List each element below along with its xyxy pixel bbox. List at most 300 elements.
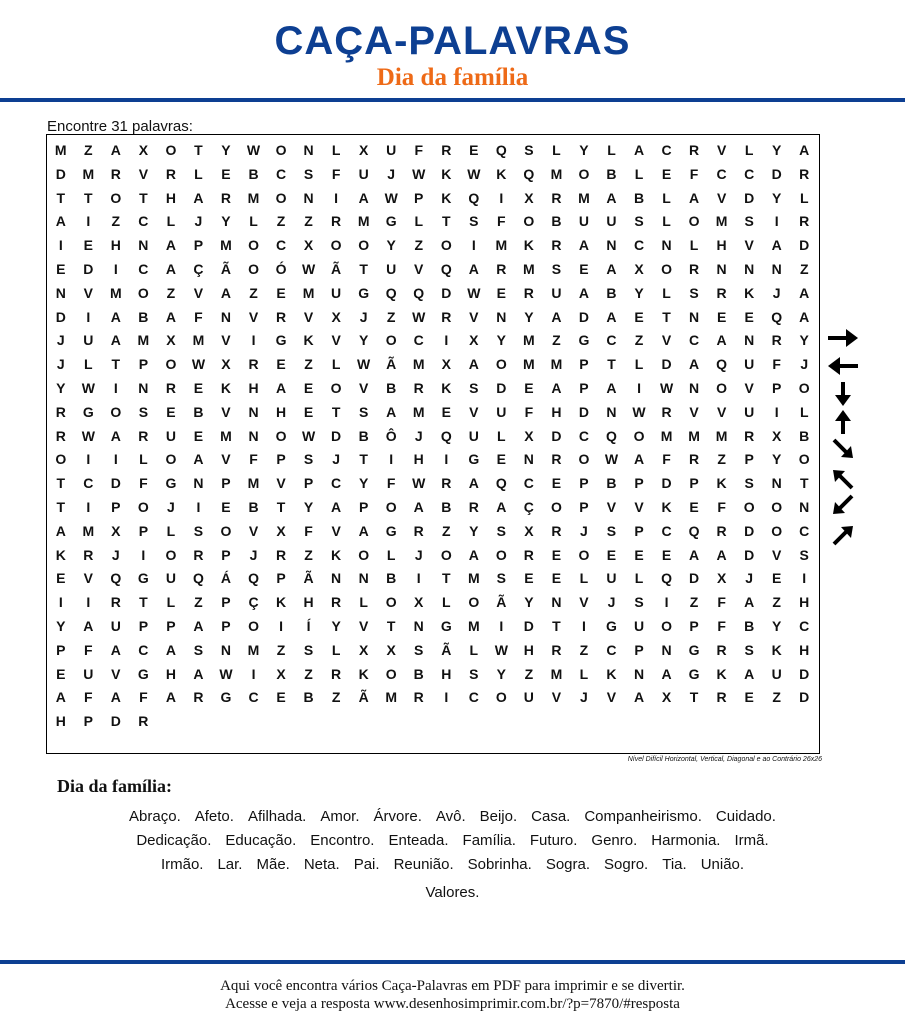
grid-letter: X xyxy=(386,641,396,658)
grid-letter: F xyxy=(497,213,506,230)
grid-letter: T xyxy=(386,617,396,634)
letter-grid xyxy=(47,139,818,734)
grid-letter: M xyxy=(412,403,425,420)
grid-letter: A xyxy=(193,189,204,206)
grid-letter: V xyxy=(551,689,562,706)
grid-letter: L xyxy=(331,356,341,373)
word-list-item: Neta. xyxy=(303,856,340,873)
grid-letter: V xyxy=(716,403,727,420)
grid-letter: N xyxy=(523,451,534,468)
grid-letter: Ô xyxy=(385,427,397,444)
grid-letter: M xyxy=(715,427,728,444)
grid-letter: U xyxy=(468,427,479,444)
grid-letter: C xyxy=(138,260,149,277)
grid-letter: M xyxy=(550,356,563,373)
grid-letter: J xyxy=(387,165,396,182)
grid-letter: T xyxy=(662,308,671,325)
grid-letter: X xyxy=(138,142,149,158)
grid-letter: R xyxy=(716,689,727,706)
grid-letter: S xyxy=(496,570,506,587)
grid-letter: R xyxy=(193,546,204,563)
grid-letter: T xyxy=(111,356,121,373)
grid-letter: J xyxy=(800,356,809,373)
grid-letter: A xyxy=(606,260,617,277)
grid-letter: O xyxy=(440,546,452,563)
grid-letter: G xyxy=(606,617,617,634)
grid-letter: O xyxy=(165,142,177,158)
grid-letter: S xyxy=(358,403,369,420)
grid-letter: T xyxy=(56,498,66,515)
grid-letter: Z xyxy=(441,522,451,539)
grid-letter: S xyxy=(303,165,314,182)
grid-letter: O xyxy=(110,403,122,420)
grid-letter: G xyxy=(165,475,177,492)
grid-letter: I xyxy=(86,308,91,325)
grid-letter: L xyxy=(139,451,148,468)
grid-letter: Ç xyxy=(248,594,259,611)
puzzle-grid-frame xyxy=(46,134,820,754)
grid-letter: C xyxy=(799,617,810,634)
grid-letter: I xyxy=(389,451,394,468)
grid-letter: P xyxy=(634,475,644,492)
difficulty-note: Nível Difícil Horizontal, Vertical, Diagonal e ao Contrário 26x26 xyxy=(627,756,822,763)
grid-letter: Z xyxy=(689,594,699,611)
grid-letter: B xyxy=(551,213,562,230)
page-title: CAÇA-PALAVRAS xyxy=(274,19,631,63)
grid-letter: C xyxy=(468,689,479,706)
grid-letter: E xyxy=(606,546,617,563)
grid-letter: P xyxy=(221,617,231,634)
word-list-line xyxy=(30,829,875,853)
grid-letter: D xyxy=(441,284,452,301)
word-list-item: Genro. xyxy=(591,832,638,849)
grid-letter: I xyxy=(113,451,118,468)
grid-letter: W xyxy=(632,403,646,420)
page-subtitle: Dia da família xyxy=(376,64,529,91)
grid-letter: S xyxy=(496,522,506,539)
grid-letter: I xyxy=(279,617,283,634)
grid-letter: Q xyxy=(110,570,122,587)
grid-letter: R xyxy=(771,332,782,349)
grid-letter: O xyxy=(248,617,259,634)
grid-letter: J xyxy=(414,427,423,444)
grid-letter: Q xyxy=(413,284,425,301)
grid-letter: K xyxy=(441,165,452,182)
grid-letter: Z xyxy=(249,284,258,301)
grid-letter: H xyxy=(799,641,810,658)
grid-letter: Q xyxy=(688,522,700,539)
grid-letter: A xyxy=(716,332,727,349)
grid-letter: O xyxy=(385,332,397,349)
grid-letter: X xyxy=(221,356,231,373)
grid-letter: C xyxy=(83,475,94,492)
grid-letter: A xyxy=(799,308,810,325)
grid-letter: O xyxy=(385,665,397,682)
word-list-item: Valores. xyxy=(425,884,480,901)
grid-letter: Q xyxy=(248,570,259,587)
grid-letter: G xyxy=(358,284,370,301)
grid-letter: H xyxy=(551,403,562,420)
grid-letter: A xyxy=(110,689,121,706)
grid-letter: E xyxy=(276,689,286,706)
grid-letter: R xyxy=(413,689,424,706)
grid-letter: I xyxy=(334,189,339,206)
grid-letter: M xyxy=(54,142,67,158)
grid-letter: R xyxy=(110,165,121,182)
grid-letter: J xyxy=(194,213,203,230)
grid-letter: T xyxy=(139,189,148,206)
grid-letter: Q xyxy=(440,427,452,444)
grid-letter: M xyxy=(247,641,260,658)
grid-letter: I xyxy=(416,570,421,587)
grid-letter: E xyxy=(744,689,754,706)
grid-letter: V xyxy=(276,475,286,492)
grid-letter: R xyxy=(551,237,562,254)
grid-letter: H xyxy=(55,713,66,730)
grid-letter: H xyxy=(523,641,534,658)
grid-letter: U xyxy=(386,260,397,277)
grid-letter: O xyxy=(165,356,177,373)
grid-letter: X xyxy=(524,189,534,206)
grid-letter: A xyxy=(633,689,645,706)
grid-letter: F xyxy=(717,498,726,515)
grid-letter: B xyxy=(633,189,645,206)
grid-letter: E xyxy=(772,570,782,587)
grid-letter: Y xyxy=(524,594,534,611)
grid-letter: P xyxy=(221,546,231,563)
word-list-item: Árvore. xyxy=(373,808,422,825)
grid-letter: F xyxy=(414,142,423,158)
grid-letter: A xyxy=(165,641,176,658)
top-divider xyxy=(0,98,905,102)
grid-letter: W xyxy=(467,165,481,182)
grid-letter: A xyxy=(55,213,66,230)
grid-letter: T xyxy=(441,570,451,587)
word-list-item: União. xyxy=(700,856,745,873)
grid-letter: O xyxy=(275,142,287,158)
grid-letter: Y xyxy=(772,142,782,158)
grid-letter: G xyxy=(688,665,700,682)
grid-letter: K xyxy=(716,475,727,492)
grid-letter: Á xyxy=(220,570,232,587)
grid-letter: L xyxy=(662,189,671,206)
grid-letter: S xyxy=(744,475,754,492)
grid-letter: C xyxy=(138,213,149,230)
grid-letter: J xyxy=(414,546,423,563)
grid-letter: C xyxy=(716,165,727,182)
grid-letter: N xyxy=(496,308,507,325)
grid-letter: A xyxy=(55,689,66,706)
grid-letter: W xyxy=(659,379,674,396)
grid-letter: L xyxy=(166,213,176,230)
word-list-item: Enteada. xyxy=(388,832,449,849)
grid-letter: R xyxy=(551,522,562,539)
grid-letter: C xyxy=(689,332,700,349)
grid-letter: K xyxy=(716,665,727,682)
grid-letter: R xyxy=(193,689,204,706)
grid-letter: W xyxy=(81,379,95,396)
grid-letter: U xyxy=(523,689,534,706)
grid-letter: K xyxy=(441,379,452,396)
grid-letter: F xyxy=(331,165,341,182)
grid-letter: L xyxy=(552,142,561,158)
grid-letter: O xyxy=(771,522,783,539)
grid-letter: V xyxy=(358,617,369,634)
grid-letter: L xyxy=(331,641,341,658)
grid-letter: M xyxy=(578,189,590,206)
grid-letter: B xyxy=(358,427,369,444)
grid-letter: S xyxy=(799,546,809,563)
grid-letter: L xyxy=(689,237,699,254)
grid-letter: T xyxy=(689,689,699,706)
grid-letter: X xyxy=(441,356,451,373)
grid-letter: L xyxy=(386,546,396,563)
grid-letter: J xyxy=(56,332,65,349)
grid-letter: V xyxy=(331,522,341,539)
grid-letter: B xyxy=(193,403,204,420)
grid-letter: C xyxy=(413,332,424,349)
grid-letter: S xyxy=(303,451,314,468)
grid-letter: P xyxy=(358,498,369,515)
grid-letter: L xyxy=(414,213,423,230)
grid-letter: I xyxy=(581,617,586,634)
grid-letter: W xyxy=(191,356,206,373)
grid-letter: Z xyxy=(111,213,121,230)
grid-letter: S xyxy=(138,403,149,420)
grid-letter: X xyxy=(111,522,121,539)
grid-letter: Z xyxy=(386,308,396,325)
grid-letter: T xyxy=(552,617,561,634)
grid-letter: U xyxy=(83,332,94,349)
grid-letter: P xyxy=(744,451,754,468)
grid-letter: L xyxy=(359,594,368,611)
arrow-left-icon xyxy=(826,353,860,379)
grid-letter: R xyxy=(275,546,287,563)
grid-letter: A xyxy=(633,451,645,468)
grid-letter: A xyxy=(386,403,397,420)
grid-letter: W xyxy=(412,475,426,492)
grid-letter: A xyxy=(744,665,755,682)
grid-letter: A xyxy=(193,665,204,682)
grid-letter: R xyxy=(413,522,424,539)
grid-letter: C xyxy=(661,522,672,539)
grid-letter: E xyxy=(551,475,562,492)
grid-letter: I xyxy=(802,570,807,587)
grid-letter: Y xyxy=(772,451,782,468)
grid-letter: O xyxy=(550,498,562,515)
grid-letter: X xyxy=(634,260,644,277)
grid-letter: Y xyxy=(358,332,369,349)
word-list-line xyxy=(30,881,875,905)
grid-letter: R xyxy=(661,403,672,420)
grid-letter: E xyxy=(441,403,451,420)
grid-letter: V xyxy=(606,689,617,706)
word-list-item: Encontro. xyxy=(310,832,375,849)
grid-letter: W xyxy=(412,308,426,325)
grid-letter: J xyxy=(359,308,368,325)
grid-letter: O xyxy=(468,594,480,611)
grid-letter: K xyxy=(358,665,369,682)
grid-letter: I xyxy=(86,594,91,611)
grid-letter: Y xyxy=(772,189,782,206)
grid-letter: A xyxy=(413,498,424,515)
grid-letter: E xyxy=(496,284,506,301)
grid-letter: D xyxy=(744,522,755,539)
grid-letter: J xyxy=(580,522,588,539)
grid-letter: U xyxy=(83,665,94,682)
grid-letter: B xyxy=(606,284,617,301)
grid-letter: G xyxy=(82,403,94,420)
grid-letter: G xyxy=(385,213,397,230)
grid-letter: T xyxy=(359,260,368,277)
grid-letter: C xyxy=(606,641,617,658)
grid-letter: P xyxy=(56,641,66,658)
grid-letter: A xyxy=(496,498,507,515)
grid-letter: Y xyxy=(221,142,231,158)
grid-letter: E xyxy=(634,308,644,325)
grid-letter: R xyxy=(689,451,700,468)
grid-letter: V xyxy=(634,498,644,515)
grid-letter: A xyxy=(716,546,727,563)
grid-letter: D xyxy=(799,689,810,706)
word-list-item: Mãe. xyxy=(256,856,290,873)
grid-letter: B xyxy=(386,379,397,396)
grid-letter: T xyxy=(56,189,66,206)
grid-letter: Y xyxy=(56,379,66,396)
grid-letter: O xyxy=(688,213,700,230)
grid-letter: W xyxy=(604,451,619,468)
grid-letter: X xyxy=(303,237,314,254)
grid-letter: L xyxy=(662,284,671,301)
grid-letter: P xyxy=(579,498,589,515)
grid-letter: U xyxy=(110,617,121,634)
grid-letter: A xyxy=(55,522,66,539)
word-list-item: Sobrinha. xyxy=(467,856,532,873)
grid-letter: A xyxy=(633,142,645,158)
grid-letter: C xyxy=(523,475,534,492)
grid-letter: S xyxy=(414,641,424,658)
grid-letter: E xyxy=(634,546,644,563)
word-list-item: Afeto. xyxy=(194,808,234,825)
grid-letter: C xyxy=(248,689,259,706)
grid-letter: Z xyxy=(579,641,589,658)
grid-letter: N xyxy=(633,665,645,682)
grid-letter: M xyxy=(688,427,700,444)
arrow-down-right-icon xyxy=(826,437,860,463)
grid-letter: D xyxy=(661,356,672,373)
grid-letter: J xyxy=(56,356,65,373)
grid-letter: J xyxy=(745,570,754,587)
word-list-item: Beijo. xyxy=(479,808,518,825)
grid-letter: B xyxy=(303,689,314,706)
grid-letter: M xyxy=(550,665,563,682)
grid-letter: X xyxy=(276,522,286,539)
grid-letter: L xyxy=(662,213,671,230)
grid-letter: A xyxy=(578,284,589,301)
bottom-divider xyxy=(0,960,905,964)
grid-letter: M xyxy=(523,260,535,277)
grid-letter: D xyxy=(55,165,66,182)
grid-letter: G xyxy=(220,689,232,706)
grid-letter: V xyxy=(331,332,341,349)
grid-letter: B xyxy=(248,165,259,182)
grid-letter: U xyxy=(496,403,507,420)
grid-letter: P xyxy=(276,570,286,587)
grid-letter: T xyxy=(607,356,616,373)
grid-letter: Ã xyxy=(441,641,452,658)
word-list-item: Família. xyxy=(462,832,516,849)
grid-letter: X xyxy=(166,332,176,349)
grid-letter: Z xyxy=(634,332,644,349)
grid-letter: H xyxy=(716,237,727,254)
grid-letter: I xyxy=(774,403,779,420)
grid-letter: I xyxy=(499,189,504,206)
grid-letter: Y xyxy=(634,284,644,301)
arrow-up-left-icon xyxy=(826,465,860,491)
grid-letter: X xyxy=(331,308,341,325)
grid-letter: X xyxy=(772,427,782,444)
grid-letter: Q xyxy=(495,475,507,492)
grid-letter: N xyxy=(55,284,66,301)
grid-letter: N xyxy=(689,308,700,325)
grid-letter: U xyxy=(551,284,562,301)
grid-letter: R xyxy=(275,308,287,325)
grid-letter: R xyxy=(496,260,507,277)
grid-letter: T xyxy=(331,403,341,420)
grid-letter: Y xyxy=(358,475,369,492)
grid-letter: O xyxy=(716,379,728,396)
grid-letter: E xyxy=(193,427,204,444)
grid-letter: N xyxy=(138,379,149,396)
grid-letter: T xyxy=(84,189,93,206)
grid-letter: L xyxy=(166,522,176,539)
grid-letter: I xyxy=(251,332,256,349)
grid-letter: V xyxy=(606,498,617,515)
grid-letter: K xyxy=(606,665,617,682)
grid-letter: D xyxy=(83,260,94,277)
grid-letter: I xyxy=(664,594,669,611)
grid-letter: L xyxy=(331,142,341,158)
grid-letter: U xyxy=(606,213,617,230)
grid-letter: D xyxy=(496,379,507,396)
grid-letter: V xyxy=(716,189,727,206)
grid-letter: A xyxy=(358,522,369,539)
grid-letter: R xyxy=(551,641,562,658)
grid-letter: M xyxy=(715,213,728,230)
grid-letter: V xyxy=(303,308,314,325)
grid-letter: M xyxy=(467,617,480,634)
grid-letter: D xyxy=(110,475,121,492)
grid-letter: S xyxy=(634,594,644,611)
grid-letter: X xyxy=(358,142,369,158)
word-list-line xyxy=(30,805,875,829)
grid-letter: P xyxy=(689,617,699,634)
grid-letter: A xyxy=(771,237,782,254)
grid-letter: G xyxy=(137,570,149,587)
grid-letter: O xyxy=(385,594,397,611)
grid-letter: K xyxy=(275,594,287,611)
grid-letter: I xyxy=(86,451,91,468)
grid-letter: E xyxy=(661,165,672,182)
grid-letter: F xyxy=(689,165,699,182)
grid-letter: M xyxy=(523,356,535,373)
grid-letter: B xyxy=(606,475,617,492)
grid-letter: Q xyxy=(716,356,728,373)
grid-letter: D xyxy=(689,570,700,587)
grid-letter: E xyxy=(551,546,562,563)
grid-letter: O xyxy=(798,379,810,396)
grid-letter: F xyxy=(304,522,313,539)
